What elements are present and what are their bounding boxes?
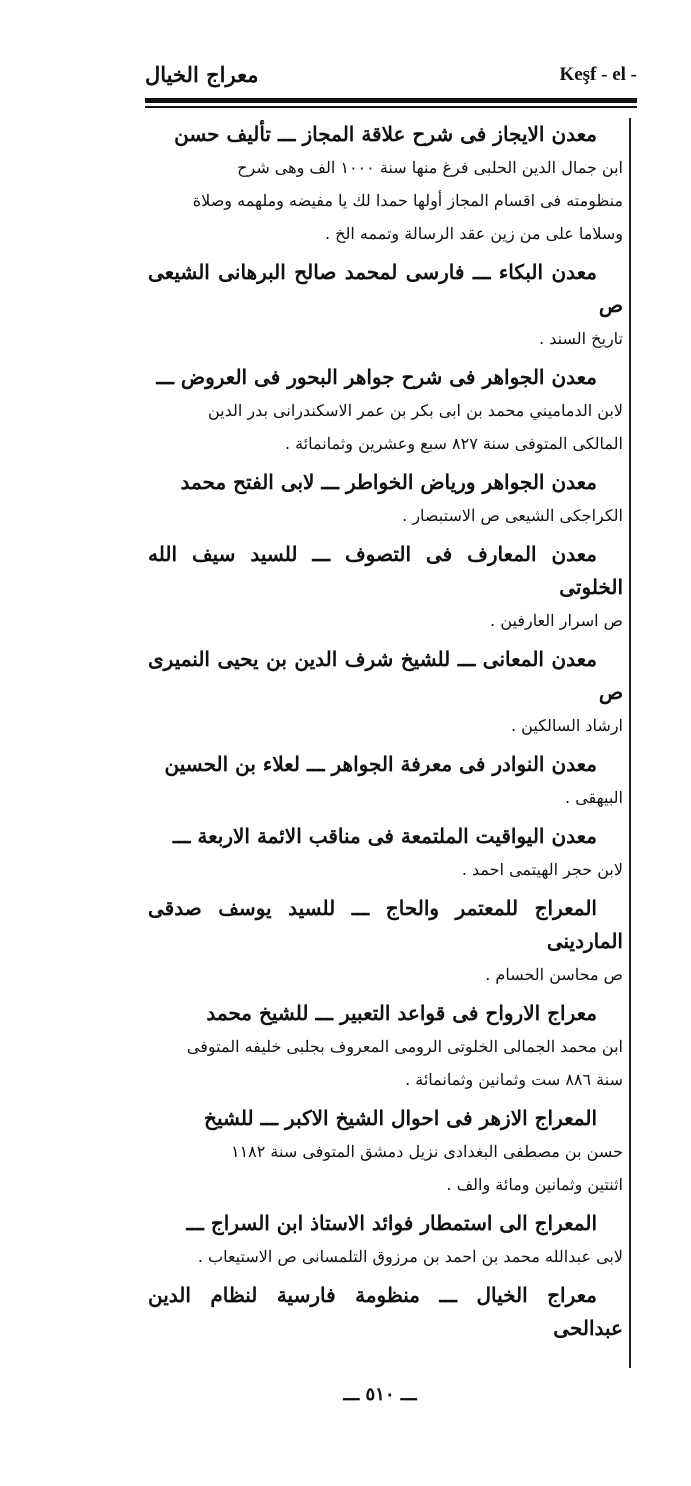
entry-text-line: ص محاسن الحسام . [485,965,623,984]
entry-title: معدن الجواهر ورياض الخواطر ـــ لابى الفتح محمد [180,470,597,494]
entry-text-line: البيهقى . [565,788,623,807]
entry-text-line: سنة ٨٨٦ ست وثمانين وثمانمائة . [405,1070,623,1089]
bibliography-entry [148,1207,623,1273]
entry-title: المعراج للمعتمر والحاج ـــ للسيد يوسف صدقى الماردينى [148,896,623,953]
bibliography-entry [148,892,623,991]
entries-column [148,118,623,1351]
running-head-latin: Keşf - el - [559,64,637,85]
page-number: ـــ ٥١٠ ـــ [343,1384,417,1405]
bibliography-entry [148,997,623,1096]
entry-text-line: اثنتين وثمانين ومائة والف . [446,1175,623,1194]
header-rule-thin [145,106,637,108]
bibliography-entry [148,466,623,532]
entry-title: المعراج الى استمطار فوائد الاستاذ ابن السراج ـــ [186,1211,597,1235]
entry-text-line: حسن بن مصطفى البغدادى نزيل دمشق المتوفى سنة ١١٨٢ [230,1142,623,1161]
bibliography-entry [148,643,623,742]
entry-text-line: ص اسرار العارفين . [490,611,623,630]
entry-title: معدن المعانى ـــ للشيخ شرف الدين بن يحيى النميرى ص [148,647,623,704]
entry-text-line: لابى عبدالله محمد بن احمد بن مرزوق التلمسانى ص الاستيعاب . [197,1247,623,1266]
column-rule [629,118,631,1368]
bibliography-entry [148,1279,623,1345]
bibliography-entry [148,361,623,460]
entry-text-line: المالكى المتوفى سنة ٨٢٧ سبع وعشرين وثمانمائة . [284,434,623,453]
bibliography-entry [148,1102,623,1201]
bibliography-entry [148,256,623,355]
entry-title: معدن النوادر فى معرفة الجواهر ـــ لعلاء بن الحسين [164,752,597,776]
entry-title: معدن المعارف فى التصوف ـــ للسيد سيف الله الخلوتى [148,542,623,599]
page-header [145,62,637,92]
running-head-arabic: معراج الخيال [145,62,259,87]
entry-title: معدن البكاء ـــ فارسى لمحمد صالح البرهانى الشيعى ص [148,260,623,317]
entry-title: معدن اليواقيت الملتمعة فى مناقب الائمة الاربعة ـــ [172,824,597,848]
bibliography-entry [148,538,623,637]
entry-title: المعراج الازهر فى احوال الشيخ الاكبر ـــ للشيخ [204,1106,597,1130]
entry-text-line: لابن حجر الهيتمى احمد . [461,860,623,879]
entry-text-line: ابن محمد الجمالى الخلوتى الرومى المعروف بجلبى خليفه المتوفى [186,1037,623,1056]
entry-title: معراج الخيال ـــ منظومة فارسية لنظام الدين عبدالحى [148,1283,623,1340]
entry-text-line: منظومته فى اقسام المجاز أولها حمدا لك يا مفيضه وملهمه وصلاة [192,191,623,210]
entry-text-line: ارشاد السالكين . [510,716,623,735]
entry-text-line: وسلاما على من زين عقد الرسالة وتممه الخ . [324,224,623,243]
entry-title: معراج الارواح فى قواعد التعبير ـــ للشيخ محمد [206,1001,597,1025]
entry-text-line: تاريخ السند . [539,329,623,348]
bibliography-entry [148,748,623,814]
bibliography-entry [148,118,623,250]
entry-text-line: لابن الدماميني محمد بن ابى بكر بن عمر الاسكندرانى بدر الدين [207,401,623,420]
entry-text-line: ابن جمال الدين الحلبى فرغ منها سنة ١٠٠٠ الف وهى شرح [237,158,623,177]
entry-title: معدن الايجاز فى شرح علاقة المجاز ـــ تأليف حسن [174,122,597,146]
header-rule-thick [145,98,637,103]
bibliography-entry [148,820,623,886]
entry-title: معدن الجواهر فى شرح جواهر البحور فى العروض ـــ [156,365,597,389]
entry-text-line: الكراجكى الشيعى ص الاستبصار . [402,506,623,525]
